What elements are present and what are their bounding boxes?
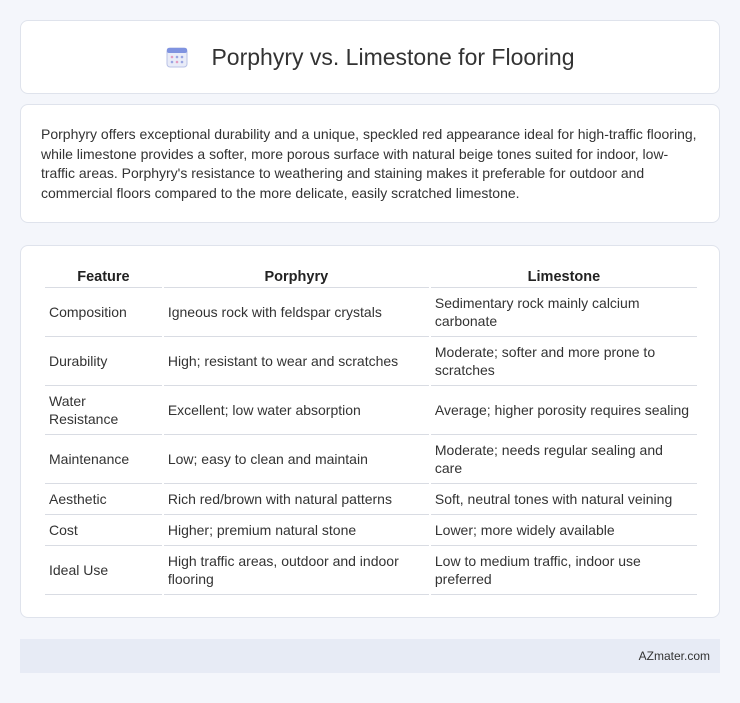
- column-header-limestone: Limestone: [431, 266, 697, 288]
- table-row: [45, 515, 697, 546]
- calendar-icon: [165, 45, 189, 69]
- table-row: [45, 288, 697, 337]
- table-row: [45, 386, 697, 435]
- limestone-cell: Sedimentary rock mainly calcium carbonate: [431, 288, 697, 337]
- table-row: [45, 546, 697, 595]
- porphyry-cell: Igneous rock with feldspar crystals: [164, 288, 429, 337]
- feature-cell: Ideal Use: [45, 546, 162, 595]
- porphyry-cell: Low; easy to clean and maintain: [164, 435, 429, 484]
- limestone-cell: Moderate; softer and more prone to scratches: [431, 337, 697, 386]
- table-row: [45, 337, 697, 386]
- comparison-card: [20, 245, 720, 618]
- table-row: [45, 435, 697, 484]
- limestone-cell: Soft, neutral tones with natural veining: [431, 484, 697, 515]
- column-header-feature: Feature: [45, 266, 162, 288]
- limestone-cell: Low to medium traffic, indoor use preferred: [431, 546, 697, 595]
- limestone-cell: Lower; more widely available: [431, 515, 697, 546]
- intro-card: [20, 104, 720, 223]
- intro-paragraph: Porphyry offers exceptional durability and a unique, speckled red appearance ideal for high-traffic flooring, while limestone provides a softer, more porous surface with natural beige tones suited for indoor, low-traffic areas. Porphyry's resistance to weathering and staining makes it preferable for outdoor and commercial floors compared to the more delicate, easily scratched limestone.: [41, 126, 697, 201]
- column-header-porphyry: Porphyry: [164, 266, 429, 288]
- feature-cell: Cost: [45, 515, 162, 546]
- feature-cell: Composition: [45, 288, 162, 337]
- comparison-table: [43, 266, 699, 595]
- limestone-cell: Average; higher porosity requires sealing: [431, 386, 697, 435]
- limestone-cell: Moderate; needs regular sealing and care: [431, 435, 697, 484]
- table-row: [45, 484, 697, 515]
- feature-cell: Maintenance: [45, 435, 162, 484]
- porphyry-cell: High; resistant to wear and scratches: [164, 337, 429, 386]
- footer-brand: AZmater.com: [638, 649, 710, 663]
- page-title: Porphyry vs. Limestone for Flooring: [211, 43, 575, 70]
- porphyry-cell: Higher; premium natural stone: [164, 515, 429, 546]
- feature-cell: Durability: [45, 337, 162, 386]
- porphyry-cell: Excellent; low water absorption: [164, 386, 429, 435]
- feature-cell: Aesthetic: [45, 484, 162, 515]
- porphyry-cell: Rich red/brown with natural patterns: [164, 484, 429, 515]
- footer-bar: [20, 639, 720, 673]
- porphyry-cell: High traffic areas, outdoor and indoor flooring: [164, 546, 429, 595]
- header-card: [20, 20, 720, 94]
- feature-cell: Water Resistance: [45, 386, 162, 435]
- table-header-row: [45, 266, 697, 288]
